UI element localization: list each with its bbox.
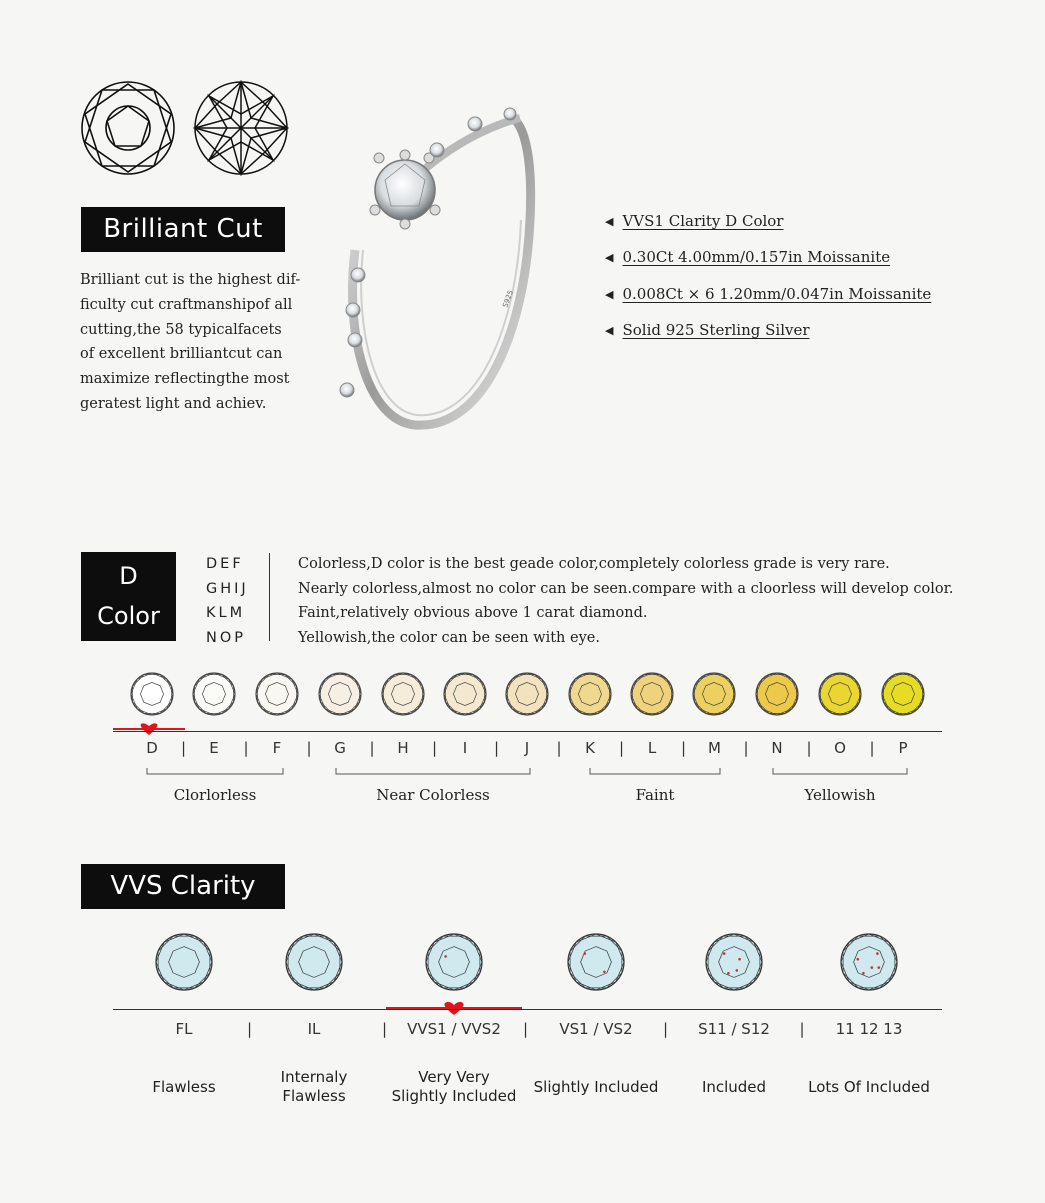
clarity-grade-label: VS1 / VS2 <box>559 1020 633 1038</box>
brilliant-cut-description <box>80 268 300 417</box>
color-scale-line <box>113 731 942 732</box>
color-stone-k <box>567 671 613 721</box>
spec-item: ◀ 0.008Ct × 6 1.20mm/0.047in Moissanite <box>605 284 932 303</box>
color-letter: O <box>834 739 846 757</box>
separator: | <box>306 739 312 757</box>
grade-group: DEF <box>206 556 244 572</box>
clarity-grade-label: IL <box>307 1020 321 1038</box>
separator: | <box>382 1020 388 1038</box>
color-grade-descriptions <box>298 552 954 650</box>
selected-marker <box>113 722 185 736</box>
description-line: Brilliant cut is the highest dif- <box>80 272 301 288</box>
clarity-stone <box>839 932 899 996</box>
color-letter: H <box>397 739 409 757</box>
spec-item: ◀ Solid 925 Sterling Silver <box>605 320 810 339</box>
separator: | <box>181 739 187 757</box>
triangle-left-icon: ◀ <box>605 251 614 265</box>
separator: | <box>681 739 687 757</box>
triangle-left-icon: ◀ <box>605 323 614 337</box>
grade-group: NOP <box>206 629 247 646</box>
color-letter: K <box>585 739 595 757</box>
color-stone-g <box>317 671 363 721</box>
triangle-left-icon: ◀ <box>605 287 614 301</box>
separator: | <box>869 739 875 757</box>
separator: | <box>556 739 562 757</box>
color-stone-h <box>380 671 426 721</box>
color-stone-f <box>254 671 300 721</box>
color-letter: I <box>462 739 468 757</box>
ring-image <box>325 100 555 440</box>
separator: | <box>494 739 500 757</box>
color-stone-d <box>129 671 175 721</box>
clarity-grade-label: S11 / S12 <box>698 1020 770 1038</box>
spec-item: ◀ 0.30Ct 4.00mm/0.157in Moissanite <box>605 248 891 267</box>
color-title-line1: D <box>119 562 138 590</box>
separator: | <box>799 1020 805 1038</box>
color-letter: G <box>334 739 346 757</box>
color-letter: J <box>524 739 530 757</box>
color-stone-n <box>754 671 800 721</box>
clarity-grade-name: Included <box>701 1078 767 1096</box>
separator: | <box>523 1020 529 1038</box>
clarity-stone <box>154 932 214 996</box>
grade-description: Nearly colorless,almost no color can be seen.compare with a cloorless will develop color. <box>298 580 954 597</box>
grade-group: KLM <box>206 605 246 621</box>
separator: | <box>743 739 749 757</box>
separator: | <box>619 739 625 757</box>
color-stone-m <box>691 671 737 721</box>
clarity-stone <box>566 932 626 996</box>
category-brackets <box>0 766 1045 778</box>
color-stone-o <box>817 671 863 721</box>
color-stone-p <box>880 671 926 721</box>
description-line: geratest light and achiev. <box>80 395 267 412</box>
color-stone-j <box>504 671 550 721</box>
color-letter: D <box>146 739 158 757</box>
grade-description: Colorless,D color is the best geade color,completely colorless grade is very rare. <box>298 556 890 572</box>
separator: | <box>247 1020 253 1038</box>
brilliant-cut-title: Brilliant Cut <box>81 207 285 252</box>
color-title <box>81 552 176 641</box>
color-letter: N <box>771 739 783 757</box>
brilliant-cut-star-diagram <box>193 80 289 176</box>
description-line: maximize reflectingthe most <box>80 371 290 388</box>
grade-description: Yellowish,the color can be seen with eye. <box>298 629 600 646</box>
description-line: ficulty cut craftmanshipof all <box>80 296 293 313</box>
spec-list <box>605 212 931 357</box>
color-grade-groups <box>206 552 249 650</box>
clarity-scale-line <box>113 1009 942 1010</box>
clarity-stone <box>424 932 484 996</box>
ring-stamp: S925 <box>501 289 515 309</box>
grade-description: Faint,relatively obvious above 1 carat diamond. <box>298 605 648 621</box>
brilliant-cut-side-diagram <box>80 80 176 176</box>
color-stone-e <box>191 671 237 721</box>
clarity-title: VVS Clarity <box>81 864 285 909</box>
color-stone-i <box>442 671 488 721</box>
clarity-grade-name: Flawless <box>152 1078 216 1096</box>
category-yellowish: Yellowish <box>804 786 876 804</box>
description-line: cutting,the 58 typicalfacets <box>80 321 282 338</box>
separator: | <box>806 739 812 757</box>
category-near-colorless: Near Colorless <box>376 786 490 804</box>
category-colorless: Clorlorless <box>173 786 257 804</box>
color-letter: F <box>272 739 282 757</box>
color-title-line2: Color <box>97 602 160 630</box>
description-line: of excellent brilliantcut can <box>80 346 283 363</box>
separator: | <box>432 739 438 757</box>
color-letter: E <box>209 739 219 757</box>
triangle-left-icon: ◀ <box>605 215 614 228</box>
color-letter: P <box>898 739 908 757</box>
separator: | <box>243 739 249 757</box>
divider <box>269 553 270 641</box>
color-letter: L <box>647 739 657 757</box>
spec-item: ◀ VVS1 Clarity D Color <box>605 212 784 230</box>
selected-marker <box>386 1000 522 1016</box>
color-letter: M <box>708 739 721 757</box>
clarity-grade-name: Very Very Slightly Included <box>391 1068 517 1105</box>
clarity-stone <box>284 932 344 996</box>
clarity-grade-label: FL <box>175 1020 193 1038</box>
color-stone-l <box>629 671 675 721</box>
grade-group: GHIJ <box>206 580 249 597</box>
clarity-grade-label: VVS1 / VVS2 <box>407 1020 501 1038</box>
separator: | <box>663 1020 669 1038</box>
clarity-grade-label: 11 12 13 <box>835 1020 903 1038</box>
category-faint: Faint <box>635 786 675 804</box>
clarity-grade-name: Internaly Flawless <box>280 1068 348 1105</box>
clarity-stone <box>704 932 764 996</box>
clarity-grade-name: Slightly Included <box>533 1078 659 1096</box>
clarity-grade-name: Lots Of Included <box>808 1078 930 1096</box>
separator: | <box>369 739 375 757</box>
